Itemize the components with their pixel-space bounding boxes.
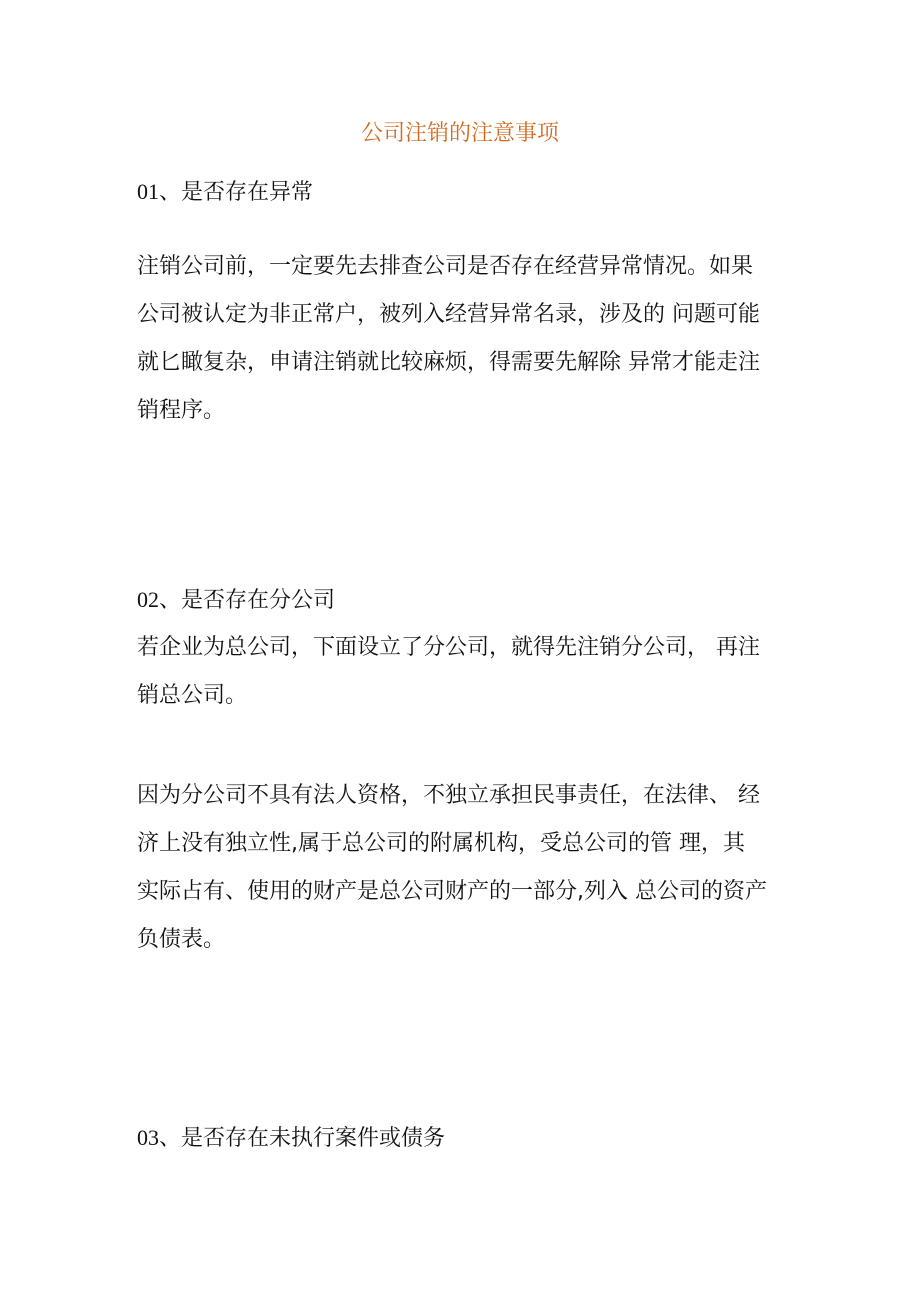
paragraph-line: 负债表。: [137, 927, 226, 952]
section-heading-text: 、是否存在分公司: [159, 588, 336, 613]
section-heading-01: [137, 176, 313, 209]
paragraph-line: 销总公司。: [137, 683, 248, 708]
section-number: 03: [137, 1125, 159, 1150]
section-heading-02: [137, 584, 335, 617]
paragraph-line: 就匕瞰复杂，申请注销就比较麻烦，得需要先解除 异常才能走注: [137, 350, 760, 375]
paragraph-line: 因为分公司不具有法人资格，不独立承担民事责任，在法律、 经: [137, 783, 760, 808]
paragraph-line: 济上没有独立性,属于总公司的附属机构，受总公司的管 理，其: [137, 831, 745, 856]
paragraph-line: 注销公司前，一定要先去排查公司是否存在经营异常情况。如果: [137, 254, 754, 279]
section-02-paragraph-2: [137, 772, 797, 964]
paragraph-line: 销程序。: [137, 398, 226, 423]
section-heading-text: 、是否存在未执行案件或债务: [159, 1126, 446, 1151]
paragraph-line: 公司被认定为非正常户，被列入经营异常名录，涉及的 问题可能: [137, 302, 760, 327]
paragraph-line: 若企业为总公司，下面设立了分公司，就得先注销分公司， 再注: [137, 635, 760, 660]
section-heading-03: [137, 1122, 445, 1155]
section-number: 02: [137, 587, 159, 612]
section-heading-text: 、是否存在异常: [159, 180, 314, 205]
section-01-paragraph-1: [137, 243, 797, 435]
document-title: 公司注销的注意事项: [360, 121, 559, 146]
section-02-paragraph-1: [137, 624, 797, 720]
paragraph-line: 实际占有、使用的财产是总公司财产的一部分,列入 总公司的资产: [137, 879, 767, 904]
section-number: 01: [137, 179, 159, 204]
